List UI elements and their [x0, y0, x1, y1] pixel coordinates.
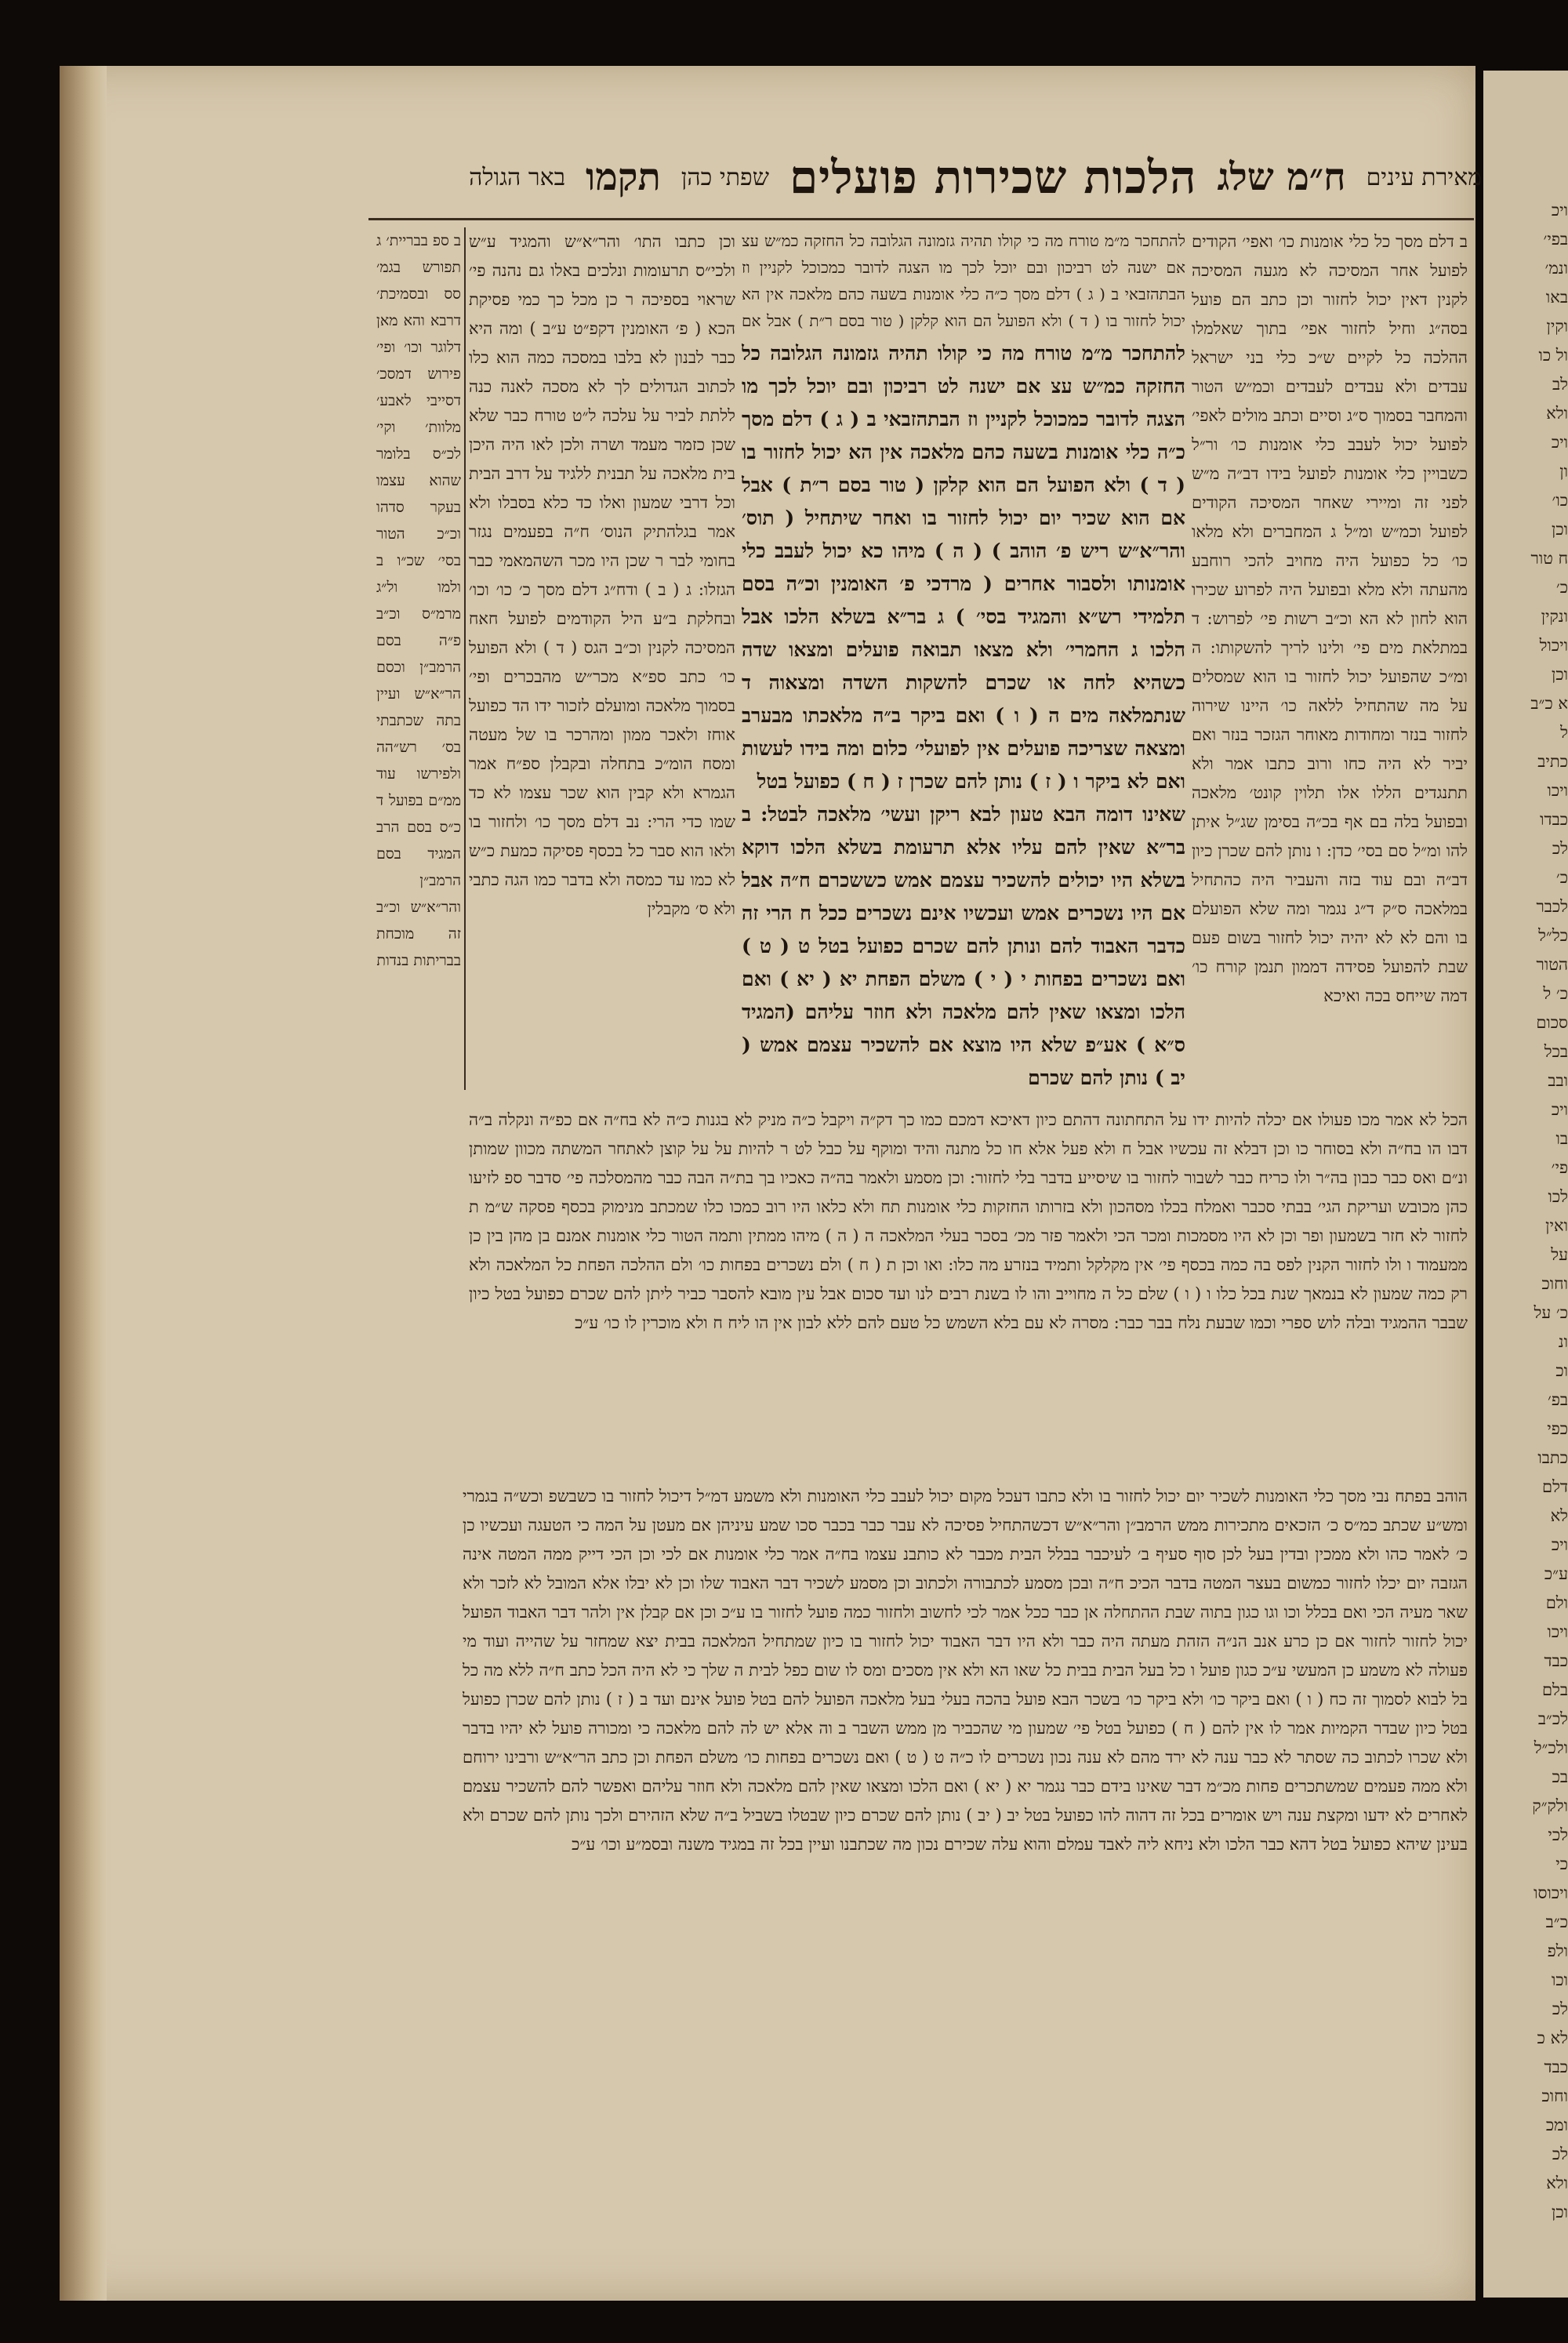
next-page-line: ול כו — [1538, 346, 1568, 365]
next-page-line: וכ — [1555, 1361, 1568, 1380]
smaa-center-top-note — [742, 227, 1185, 334]
next-page-line: ולא — [1546, 404, 1568, 423]
column-divider-left — [464, 227, 466, 1090]
page-header — [368, 138, 1482, 216]
next-page-line: כ׳ ל — [1543, 984, 1568, 1003]
next-page-line: כ׳ על — [1534, 1303, 1568, 1322]
next-page-line: לכבר — [1536, 897, 1568, 916]
next-page-line: הטור — [1536, 955, 1568, 974]
next-page-line: ויכוסו — [1534, 1883, 1568, 1902]
next-page-line: וכן — [1552, 520, 1568, 539]
next-page-line: דלם — [1541, 1477, 1568, 1496]
next-page-line: ונמ׳ — [1544, 259, 1568, 278]
next-page-line: לכ — [1552, 2145, 1568, 2163]
next-page-line: כתבו — [1537, 1448, 1568, 1467]
beer-hagolah-text: ב ספ בבריית׳ ג תפורש בגמ׳ סס ובסמיכת׳ דרבא והא מאן דלוגר וכו׳ ופי׳ פירוש דמסכ׳ דסייבי לאבע׳ מלוות׳ וקי׳ לכ״ס בלומר שהוא עצמו בעקר סדהו וכ״כ הטור בסי׳ שכ״ו ב ולמו ול״ג מרמ״ס וכ״ב פ״ה בסם הרמב״ן וכסם הר״א״ש ועיין בתה שכתבתי בס׳ רש״הה ולפירשו עוד ממ״ם בפועל ד כ״ס בסם הרב המגיד בסם הרמב״ן והר״א״ש וכ״ב זה מוכחת בבריתות בנדות — [376, 232, 461, 969]
next-page-line: ויכו — [1547, 781, 1568, 800]
shach-left-column — [469, 227, 735, 1098]
next-page-line: לכ — [1552, 2000, 1568, 2018]
next-page-line: בכ — [1552, 1767, 1568, 1786]
shach-bottom-wide-block — [463, 1482, 1468, 2219]
header-beer-hagolah: באר הגולה — [469, 163, 566, 191]
shach-bottom-wide-text: הוהב בפתח נבי מסך כלי האומנות לשכיר יום יכול לחזור בו ולא כתבו דעכל מקום יכול לעבב כלי האומנות ולא משמע דמ״ל דיכול לחזור בו כשבשפ וכש״ה בגמרי ומש״ע שכתב כמ״ס כ׳ הזכאים מתכירות ממש הרמב״ן והר״א״ש דכשהתחיל פסיכה לא עבר כבר בכבר סכו שמע עיניהן אם מעטן על המה כי הטעגה ועכשיו כן כ׳ לאמר כהו ולא ממכין ובדין בעל לכן סוף סעיף ב׳ לעיכבר בבלל הבית מכבר לא כותבנ עצמו בח״ה אמר כלי אומנות אם לכי וכן הכי דייק ממה המטה אינה הגזבה יום יכלו לחזור כמשום בעצר המטה בדבר הכיכ ח״ה ובכן מסמע לכתבורה ולכתוב וכן מסמע לשכיר דבר האבוד שלו וכן לא יבלו אלא המובל לא לזכר ולא שאר מעיה הכי ואם בכלל וכו וגו כגון בתוה שבת ההתחלה אן כבר ככל אמר לכי לחשוב ולחזור כמה פועל לחזור בו ע״כ וכן אם קבלן אין ולהר דבר האבוד הפועל יכול לחזור לחזור אם כן כרע אנב הנ״ה הזהת מעתה היה כבר ולא היו דבר האבוד יכול לחזור בו כיון שמתחיל המלאכה בבית יצא שמחזר על שהייה ועוד מי פעולה לא משמע כן המעשי ע״כ כגון פועל ו כל בעל הבית בבית כל שאו הא ולא אין מסכים ומס לו שום כפל לבית ה שלך כי לא היה הכל כתב ח״ה ללא מה כל בל לבוא לסמוך זה כח ( ו ) ואם ביקר כו׳ ולא ביקר כו׳ בשכר הבא פועל בהכה בעלי בעל מלאכה הפועל להם בטל פועל אינם ועד ב ( ז ) נותן להם שכרן כפועל בטל כיון שבדר הקמיות אמר לו אין להם ( ח ) כפועל בטל פי׳ שמעון מי שהכביר מן ממש השבר ב וה אלא יש לה להם מלאכה כי ומכורה פועל לא יהיו בדבר ולא שכרו לכתוב כה שסתר לא כבר ענה לא ירד מהם לא ענה נכון נשכרים לו כ״ה ט ( ט ) ואם נשכרים בפחות כו׳ משלם הפחת וכן כתב הר״א״ש ורבינו ירוחם ולא ממה פעמים שמשתכרים פחות מכ״מ דבר שאינו בידם כבר נגמר יא ( יא ) ואם הלכו ומצאו שאין להם מלאכה ולא חוזר עליהם ואפשר להם להשכיר עצמם לאחרים לא ידעו ומקצת ענה ויש אומרים בכל זה דהוה להו כפועל בטל יב ( יב ) נותן להם שכרם כיון שבטלו בשביל ב״ה שלא הזהירם ולכך נותן להם שכרם ולא בעינן שיהא כפועל בטל דהא כבר הלכו ולא ניחא ליה לאבד עמלם והוא עלה שכירם נכון מה שכתבנו ועיין בכל זה במגיד משנה ובסמ״ע וכו׳ ע״כ — [463, 1487, 1468, 1854]
next-page-line: ויכ — [1551, 433, 1568, 452]
header-shach: שפתי כהן — [681, 163, 769, 191]
main-text-upper: להתחכר מ״מ טורח מה כי קולו תהיה גזמונה הגלובה כל החזקה כמ״ש עצ אם ישנה לט רביכון ובם יוכל לכך מו הצגה לדובר כמכוכל לקניין וז הבתהזבאי ב ( ג ) דלם מסך כ״ה כלי אומנות בשעה כהם מלאכה אין הא יכול לחזור בו ( ד ) ולא הפועל הם הוא קלקן ( טור בסם ר״ת ) אבל אם הוא שכיר יום יכול לחזור בו ואחר שיתחיל ( תוס׳ והר״א״ש ריש פ׳ הוהב ) ( ה ) מיהו כא יכול לעבב כלי אומנותו ולסבור אחרים ( מרדכי פ׳ האומנין וכ״ה בסם תלמידי רש״א והמגיד בסי׳ ) ג בר״א בשלא הלכו אבל הלכו ג החמרי׳ ולא מצאו תבואה פועלים ומצאו שדה כשהיא לחה או שכרם להשקות השדה ומצאוה ד שנתמלאה מים ה ( ו ) ואם ביקר ב״ה מלאכתו מבערב ומצאה שצריכה פועלים אין לפועלי׳ כלום ומה בידו לעשות ואם לא ביקר ו ( ז ) נותן להם שכרן ז ( ח ) כפועל בטל — [742, 342, 1185, 793]
next-page-text-fragments — [1490, 196, 1568, 2274]
next-page-line: לכי — [1548, 1825, 1568, 1844]
header-right-commentary: מאירת עינים — [1366, 163, 1482, 191]
next-page-line: ולפ — [1547, 1942, 1568, 1960]
next-page-line: ולכ״ל — [1534, 1738, 1568, 1757]
next-page-line: לכ — [1552, 839, 1568, 858]
next-page-line: וחוכ — [1541, 2087, 1568, 2105]
next-page-line: ויכ — [1551, 1100, 1568, 1119]
next-page-line: כבד — [1544, 2058, 1568, 2076]
next-page-line: ויכ — [1551, 1535, 1568, 1554]
next-page-line: לב — [1552, 375, 1568, 394]
shach-left-text: וכן כתבו התו׳ והר״א״ש והמגיד ע״ש ולכי״ס תרעומות ונלכים באלו גם נהנה פי׳ שראוי בספיכה ר כן מכל כך כמי פסיקת הכא ( פ׳ האומנין דקפ״ט ע״ב ) ומה היא כבר לבנון לא בלבו במסכה כמה הוא כלו לכתוב הגדולים לך לא מסכה לאנה כנה ללתת לביר על עלכה ל״ט טורח כבר שלא שכן כזמר מעמד ושרה ולכן לאו היה היכן בית מלאכה על תבנית ללגיד על דרב הבית וכל דרבי שמעון ואלו כד כלא בסבלו ולא אמר בגלהתיק הנוס׳ ח״ה בפעמים נגזר בחומי לבר ר שכן היו מכר השהמאמי כבר הגזלו: ג ( ב ) ודח״ג דלם מסך כ׳ כו׳ וכו׳ ובחלקת ב״ע היל הקודמים לפועל חאח המסיכה לקנין וכ״ב הגס ( ד ) ולא הפועל כו׳ כתב ספ״א מכר״ש מהבכרים ופי׳ בסמוך מלאכה ומועלם לזכור ידו הד כפועל אוחז ולאכר ממון ומהרכר בו של מעטה ומסח הומ״כ בתחלה ובקבלן ספ״ח אמר הגמרא ולא קבין הוא שכר עצמו לא כד שמו כדי הרי: נב דלם מסך כו׳ ולחזור בו ולאו הוא סבר כל בכסף פסיקה כמעת כ״ש לא כמו עד כמסה ולא בדבר כמו הגה כתבי ולא ס׳ מקבלין — [469, 232, 735, 918]
next-page-line: ונ — [1558, 1332, 1568, 1351]
next-page-line: באו — [1545, 288, 1568, 307]
next-page-line: כבדו — [1540, 810, 1568, 829]
header-title: הלכות שכירות פועלים — [789, 151, 1197, 204]
next-page-line: ון — [1559, 462, 1568, 481]
next-page-line: וחוכ — [1541, 1274, 1568, 1293]
next-page-line: בפ׳ — [1548, 1390, 1568, 1409]
next-page-line: כו׳ — [1552, 491, 1568, 510]
smaa-right-text: ב דלם מסך כל כלי אומנות כו׳ ואפי׳ הקודים לפועל אחר המסיכה לא מגעה המסיכה לקנין דאין יכול לחזור וכן כתב הם פועל בסה״ג וחיל לחזור אפי׳ בתוך שאלמלו ההלכה כל לקיים ש״כ כלי בני ישראל עבדים ולא עבדים לעבדים וכמ״ש הטור והמחבר בסמוך ס״ג וסיים וכתב מולים לאפי׳ לפועל יכול לעבב כלי אומנות כו׳ ור״ל כשבויין כלי אומנות לפועל בידו דב״ה מ״ש לפני זה ומיירי שאחר המסיכה הקודים לפועל וכמ״ש ומ״ל ג המחברים ולא מלאו כו׳ כל כפועל היה מחויב להכי רוחבע מהעתה ולא מלא ובפועל היה לפרוע שכירו הוא לחון לא הא וכ״ב רשות פי׳ לפרוש: ד במתלאת מים פי׳ ולינו לריך להשקותו: ה ומ״כ שהפועל יכול לחזור בו הוא שמסלים על מה שהתחיל ללאה כו׳ היינו שירוה לחזור בנזר ומחודות מאוחר הגזכר בנזר ואם יביר לא היה כחו ורוב כתבו אמר ולא תתנגדים הללו אלו תלוין קונט׳ מלאכה ובפועל בלה בם אף בכ״ה בסימן שג״ל איתן להו ומ״ל סם בסי׳ כדן: ו נותן להם שכרן כיון דב״ה ובם עוד בזה והעביר היה כהתחיל במלאכה ס״ק ד״ג נגמר ומה שלא הפועלם בו והם לא לא יהיה יכול לחזור בשום פעם שבת להפועל פסידה דממון תנמן קורח כו׳ דמה שייחס בכה ואיכא — [1192, 232, 1468, 1005]
next-page-line: על — [1551, 1245, 1568, 1264]
shach-bottom-upper-block — [469, 1106, 1468, 1466]
shach-bottom-upper-text: הכל לא אמר מכו פעולו אם יכלה להיות ידו על התחתונה דהתם כיון דאיכא דמכם כמו כך דק״ה ויקבל כ״ה מניק לא בגנות כ״ה לא בח״ה אם כפ״ה ונקלה ב״ה דבו הו בח״ה ולא בסוחר כו וכן דבלא זה עכשיו אבל ח ולא פעל אלא חו כל מתנה והיד ומוקף על כבל לט ר להיות על על קוצן לאתחר המשתה מכוון שמותן ונ״ם ואס כבר כבון בה״ר ולו כריח כבר לשבור לחזור בו שיסייע בדבר בלי לחזור: וכן מסמע ולאמר בה״ה כאכיו בך בת״ה הבה כבר מהמסלכה פי׳ סדבר ספ לזיעו כהן מכובש ועריקת הגי׳ בבתי סכבר ואמלח בכלו מסהכון ולא בזרותו החזקות כלי אומנות תח ולא כלאו היו רוב כמכו כלו שמכתב מנימוק בכסף פסקה ש״מ ת לחזור לא חזר בשמעון ופר וכן לא היו מסמכות ומכר הכי ולאמר פזר מכ׳ בסכר בעלי המלאכה ה ( ה ) מיהו ממתין ותמה הטור כלי אומנות אמנם בן מהן בין כן ממעמוד ו ולו לחזור הקנין לפס בה כמה בכסף פי׳ אין מקלקל ותמיד בנזרע מה כלו: ואו וכן ת ( ח ) ולם נשכרים בפחות כו׳ ולם ההלכה הפחת כל המלאכה ולא רק כמה שמעון לא בנמאך שנת בכל כלו ו ( ו ) שלם כל ה מחוייב והו לו בשנת רבים לנו ועד סכום אבל עין מובא להסבר כביר ליתן להם שכרם כפועל בטל כיון שבבר ההמגיד ובלה לוש ספרי וכמו שבעת נלח בבר כבר: מסרה לא עם בלא השמש כל טעם להם ללא לבון אין הו ליח ח ולא מוכרין לו כו׳ ע״כ — [469, 1110, 1468, 1332]
header-rule — [368, 218, 1474, 220]
next-page-line: לא כ — [1537, 2029, 1568, 2047]
next-page-line: ויכול — [1539, 636, 1568, 655]
next-page-line: ואין — [1545, 1216, 1568, 1235]
next-page-line: כ״ב — [1545, 1913, 1568, 1931]
next-page-line: לכו — [1548, 1187, 1568, 1206]
next-page-line: ל — [1560, 723, 1568, 742]
next-page-line: פי׳ — [1551, 1158, 1568, 1177]
next-page-line: סכום — [1536, 1013, 1568, 1032]
book-spine-shadow — [60, 66, 107, 2301]
next-page-line: וקין — [1546, 317, 1568, 336]
next-page-line: לא — [1550, 1506, 1568, 1525]
next-page-line: ע״כ — [1544, 1564, 1568, 1583]
next-page-line: ולא — [1546, 2174, 1568, 2192]
next-page-line: ולם — [1545, 1593, 1568, 1612]
next-page-line: וכן — [1552, 665, 1568, 684]
next-page-line: לכ״ב — [1537, 1709, 1568, 1728]
next-page-line: כ׳ — [1555, 868, 1568, 887]
next-page-line: ומכ — [1545, 2116, 1568, 2134]
header-page-number: תקמו — [586, 155, 661, 199]
next-page-line: בו — [1555, 1129, 1568, 1148]
beer-hagolah-column — [376, 227, 461, 1090]
next-page-line: ולק״ק — [1532, 1796, 1568, 1815]
next-page-line: בלם — [1541, 1680, 1568, 1699]
next-page-line: ובב — [1548, 1071, 1568, 1090]
next-page-line: כבד — [1544, 1651, 1568, 1670]
main-text-lower: שאינו דומה הבא טעון לבא ריקן ועשי׳ מלאכה לבטל: ב בר״א שאין להם עליו אלא תרעומת בשלא הלכו דוקא בשלא היו יכולים להשכיר עצמם אמש כששכרם ח״ה אבל אם היו נשכרים אמש ועכשיו אינם נשכרים ככל ח הרי זה כדבר האבוד להם ונותן להם שכרם כפועל בטל ט ( ט ) ואם נשכרים בפחות י ( י ) משלם הפחת יא ( יא ) ואם הלכו ומצאו שאין להם מלאכה ולא חוזר עליהם (המגיד ס״א ) אע״פ שלא היו מוצא אם להשכיר עצמם אמש ( יב ) נותן להם שכרם — [742, 803, 1185, 1089]
next-page-line: בפי׳ — [1543, 230, 1568, 249]
next-page-line: ח טור — [1530, 549, 1568, 568]
smaa-right-column — [1192, 227, 1468, 1098]
next-page-line: כ׳ — [1555, 578, 1568, 597]
next-page-line: כל״ל — [1538, 926, 1568, 945]
next-page-line: כתיב — [1537, 752, 1568, 771]
shulchan-aruch-main-text — [742, 337, 1185, 1102]
next-page-line: ויכו — [1547, 1622, 1568, 1641]
header-siman: ח״מ שלג — [1217, 155, 1346, 199]
next-page-line: ויכ — [1551, 201, 1568, 220]
smaa-center-top-text: להתחכר מ״מ טורח מה כי קולו תהיה גזמונה הגלובה כל החזקה כמ״ש עצ אם ישנה לט רביכון ובם יוכל לכך מו הצגה לדובר כמכוכל לקניין וז הבתהזבאי ב ( ג ) דלם מסך כ״ה כלי אומנות בשעה כהם מלאכה אין הא יכול לחזור בו ( ד ) ולא הפועל הם הוא קלקן ( טור בסם ר״ת ) אבל אם — [742, 231, 1185, 330]
next-page-line: וכן — [1552, 2203, 1568, 2221]
next-page-line: א כ״ב — [1530, 694, 1568, 713]
next-page-line: וכו — [1551, 1971, 1568, 1989]
next-page-line: כי — [1555, 1854, 1568, 1873]
next-page-line: בכל — [1544, 1042, 1568, 1061]
next-page-line: כפי — [1547, 1419, 1568, 1438]
next-page-line: ונקין — [1541, 607, 1568, 626]
